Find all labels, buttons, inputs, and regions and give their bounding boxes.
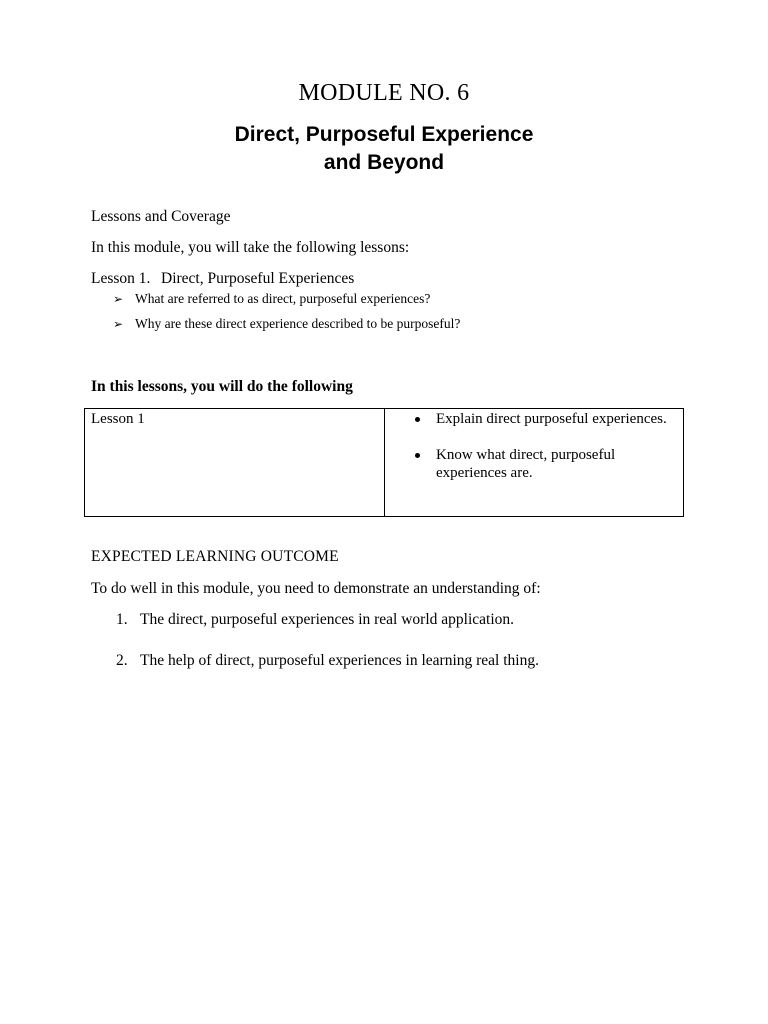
table-cell-lesson: Lesson 1 — [91, 411, 145, 427]
outcome-item-text: The help of direct, purposeful experiences in learning real thing. — [140, 652, 539, 669]
lesson-table — [84, 408, 684, 517]
lesson-question — [113, 315, 460, 333]
subtitle-line-1: Direct, Purposeful Experience — [234, 123, 534, 146]
coverage-heading: Lessons and Coverage — [91, 208, 231, 225]
question-text: Why are these direct experience described to be purposeful? — [135, 316, 461, 331]
objective-item — [399, 446, 679, 482]
bullet-dot-icon — [415, 417, 420, 422]
outcome-item — [116, 610, 514, 630]
outcome-heading: EXPECTED LEARNING OUTCOME — [91, 548, 339, 565]
objective-item — [399, 410, 679, 428]
objective-text: Explain direct purposeful experiences. — [436, 411, 667, 427]
outcome-item-text: The direct, purposeful experiences in real world application. — [140, 611, 515, 628]
outcome-item-number: 1. — [116, 611, 128, 628]
outcome-intro: To do well in this module, you need to demonstrate an understanding of: — [91, 580, 541, 597]
outcome-item-number: 2. — [116, 652, 128, 669]
outcome-item — [116, 651, 539, 671]
lesson-number: Lesson 1. — [91, 270, 151, 287]
module-title: MODULE NO. 6 — [298, 80, 470, 106]
module-subtitle — [0, 121, 768, 177]
bullet-dot-icon — [415, 453, 420, 458]
question-text: What are referred to as direct, purposeful experiences? — [135, 291, 431, 306]
objective-text: Know what direct, purposeful experiences are. — [436, 447, 616, 481]
activities-heading: In this lessons, you will do the following — [91, 378, 353, 395]
lesson-question — [113, 290, 430, 308]
subtitle-line-2: and Beyond — [323, 151, 445, 174]
arrow-bullet-icon: ➢ — [113, 292, 124, 306]
table-column-divider — [384, 409, 385, 516]
coverage-intro: In this module, you will take the following lessons: — [91, 239, 410, 256]
lesson-title: Direct, Purposeful Experiences — [161, 270, 355, 287]
table-cell-objectives — [399, 410, 679, 500]
arrow-bullet-icon: ➢ — [113, 317, 124, 331]
lesson-heading — [91, 269, 354, 289]
